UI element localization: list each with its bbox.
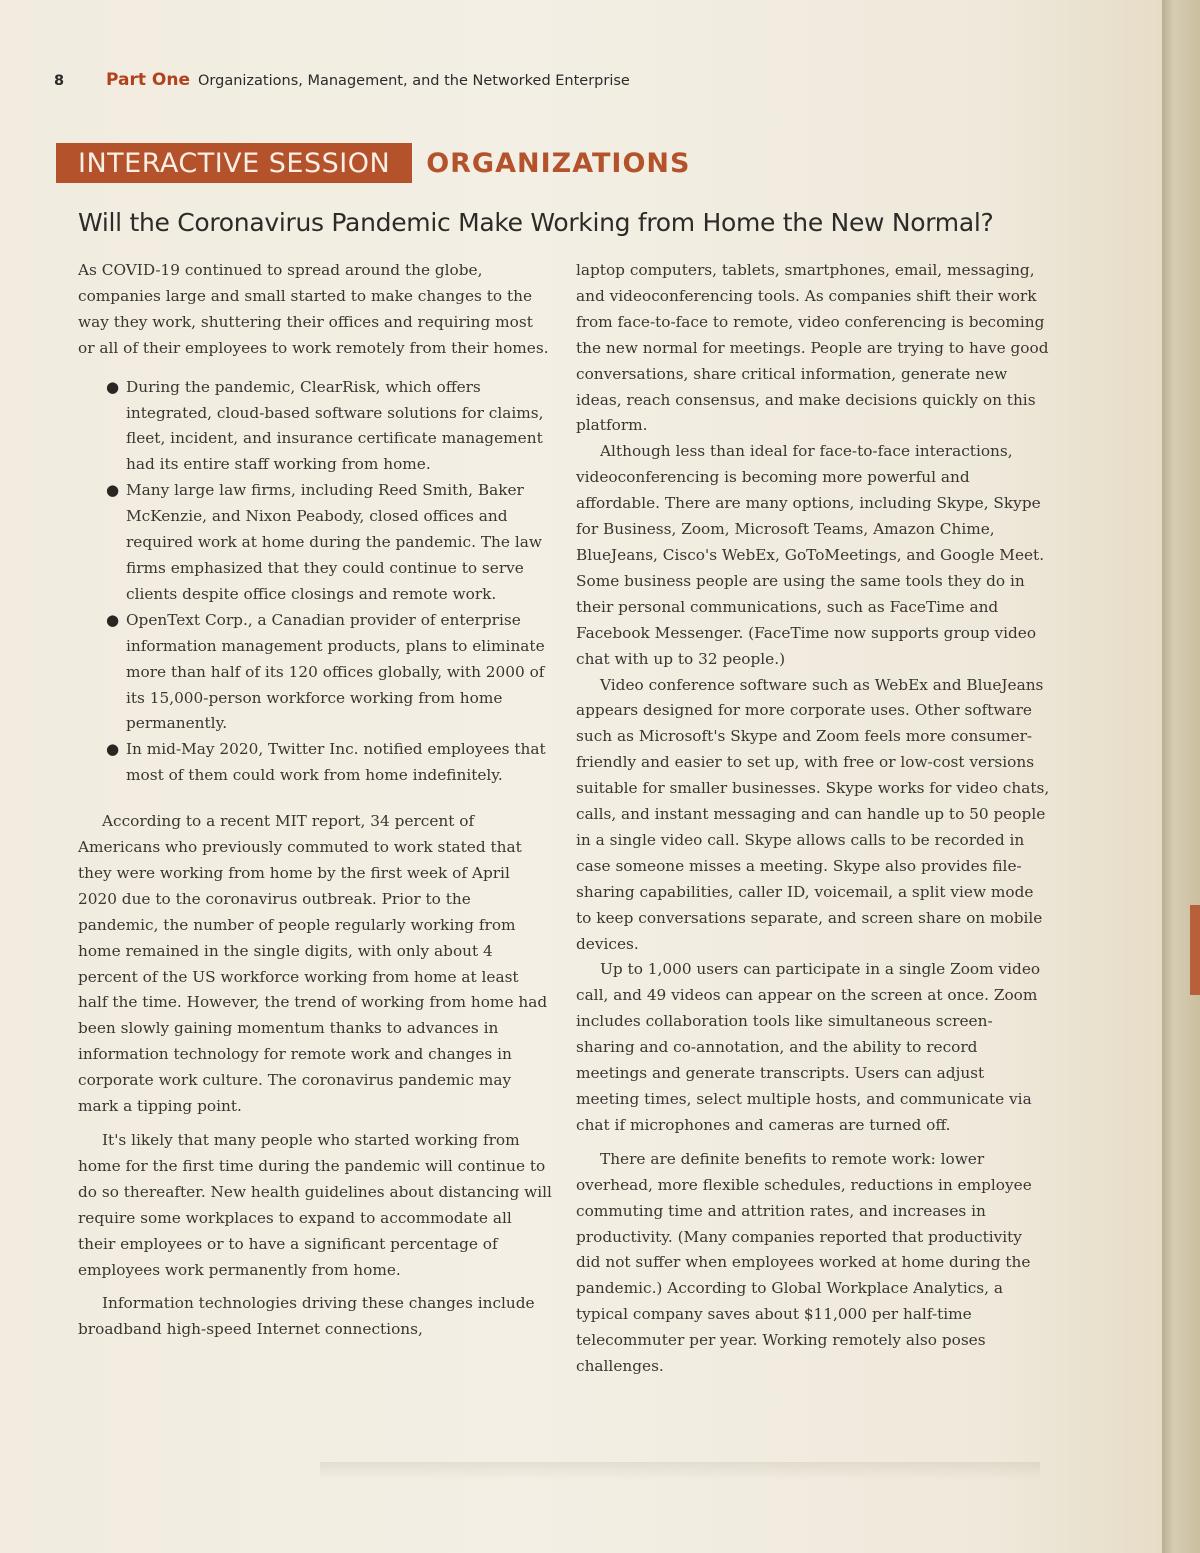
bottom-shadow [320, 1462, 1040, 1480]
body-paragraph: According to a recent MIT report, 34 percent of Americans who previously commuted to work stated that they were working from home by the first week of April 2020 due to the coronavirus outbreak. Prior to the pandemic, the number of people regularly working from home remained in the single digits, with only about 4 percent of the US workforce working from home at least half the time. However, the trend of working from home had been slowly gaining momentum thanks to advances in information technology for remote work and changes in corporate work culture. The coronavirus pandemic may mark a tipping point. [78, 812, 548, 1116]
page-number: 8 [54, 73, 65, 89]
list-item-text: Many large law firms, including Reed Smith, Baker McKenzie, and Nixon Peabody, closed offices and required work at home during the pandemic. The law firms emphasized that they could continue to serve clients despite office closings and remote work. [126, 481, 542, 603]
body-paragraph: laptop computers, tablets, smartphones, email, messaging, and videoconferencing tools. As companies shift their work from face-to-face to remote, video conferencing is becoming the new normal for meetings. People are trying to have good conversations, share critical information, generate new ideas, reach consensus, and make decisions quickly on this platform. [576, 261, 1049, 435]
list-item-text: During the pandemic, ClearRisk, which offers integrated, cloud-based software solutions for claims, fleet, incident, and insurance certificate management had its entire staff working from home. [126, 377, 544, 474]
intro-paragraph: As COVID-19 continued to spread around the globe, companies large and small started to make changes to the way they work, shuttering their offices and requiring most or all of their employees to work remotely from their homes. [78, 261, 549, 357]
list-item [78, 478, 552, 608]
body-paragraph: Up to 1,000 users can participate in a single Zoom video call, and 49 videos can appear on the screen at once. Zoom includes collaboration tools like simultaneous screen-sharing and co-annotation, and the ability to record meetings and generate transcripts. Users can adjust meeting times, select multiple hosts, and communicate via chat if microphones and cameras are turned off. [576, 960, 1041, 1134]
bullet-list [78, 375, 552, 790]
page-edge [1162, 0, 1200, 1553]
bullet-icon: ● [106, 740, 120, 759]
bullet-icon: ● [106, 481, 120, 500]
left-column [78, 258, 552, 1343]
article-title: Will the Coronavirus Pandemic Make Working from Home the New Normal? [78, 208, 994, 237]
part-label: Part One [106, 70, 190, 90]
section-banner [56, 143, 690, 183]
list-item-text: In mid-May 2020, Twitter Inc. notified employees that most of them could work from home indefinitely. [126, 740, 546, 785]
list-item-text: OpenText Corp., a Canadian provider of enterprise information management products, plans to eliminate more than half of its 120 offices globally, with 2000 of its 15,000-person workforce working from home permanently. [126, 610, 545, 733]
list-item [78, 608, 552, 738]
banner-organizations: ORGANIZATIONS [426, 147, 691, 179]
edge-tab-mark [1190, 905, 1200, 995]
running-head [54, 70, 630, 98]
list-item [78, 737, 552, 789]
right-column [576, 258, 1050, 1380]
body-paragraph: Video conference software such as WebEx and BlueJeans appears designed for more corporate uses. Other software such as Microsoft's Skype and Zoom feels more consumer-friendly and easier to set up, with free or low-cost versions suitable for smaller businesses. Skype works for video chats, calls, and instant messaging and can handle up to 50 people in a single video call. Skype allows calls to be recorded in case someone misses a meeting. Skype also provides file-sharing capabilities, caller ID, voicemail, a split view mode to keep conversations separate, and screen share on mobile devices. [576, 675, 1050, 953]
banner-interactive-session: INTERACTIVE SESSION [56, 143, 412, 183]
list-item [78, 375, 552, 479]
body-paragraph: Information technologies driving these changes include broadband high-speed Internet connections, [78, 1294, 535, 1339]
bullet-icon: ● [106, 610, 120, 629]
bullet-icon: ● [106, 377, 120, 396]
body-paragraph: There are definite benefits to remote work: lower overhead, more flexible schedules, reductions in employee commuting time and attrition rates, and increases in productivity. (Many companies reported that productivity did not suffer when employees worked at home during the pandemic.) According to Global Workplace Analytics, a typical company saves about $11,000 per half-time telecommuter per year. Working remotely also poses challenges. [576, 1149, 1032, 1376]
part-title: Organizations, Management, and the Networked Enterprise [198, 73, 630, 89]
body-paragraph: It's likely that many people who started working from home for the first time during the pandemic will continue to do so thereafter. New health guidelines about distancing will require some workplaces to expand to accommodate all their employees or to have a significant percentage of employees work permanently from home. [78, 1131, 552, 1279]
body-paragraph: Although less than ideal for face-to-face interactions, videoconferencing is becoming more powerful and affordable. There are many options, including Skype, Skype for Business, Zoom, Microsoft Teams, Amazon Chime, BlueJeans, Cisco's WebEx, GoToMeetings, and Google Meet. Some business people are using the same tools they do in their personal communications, such as FaceTime and Facebook Messenger. (FaceTime now supports group video chat with up to 32 people.) [576, 442, 1045, 668]
